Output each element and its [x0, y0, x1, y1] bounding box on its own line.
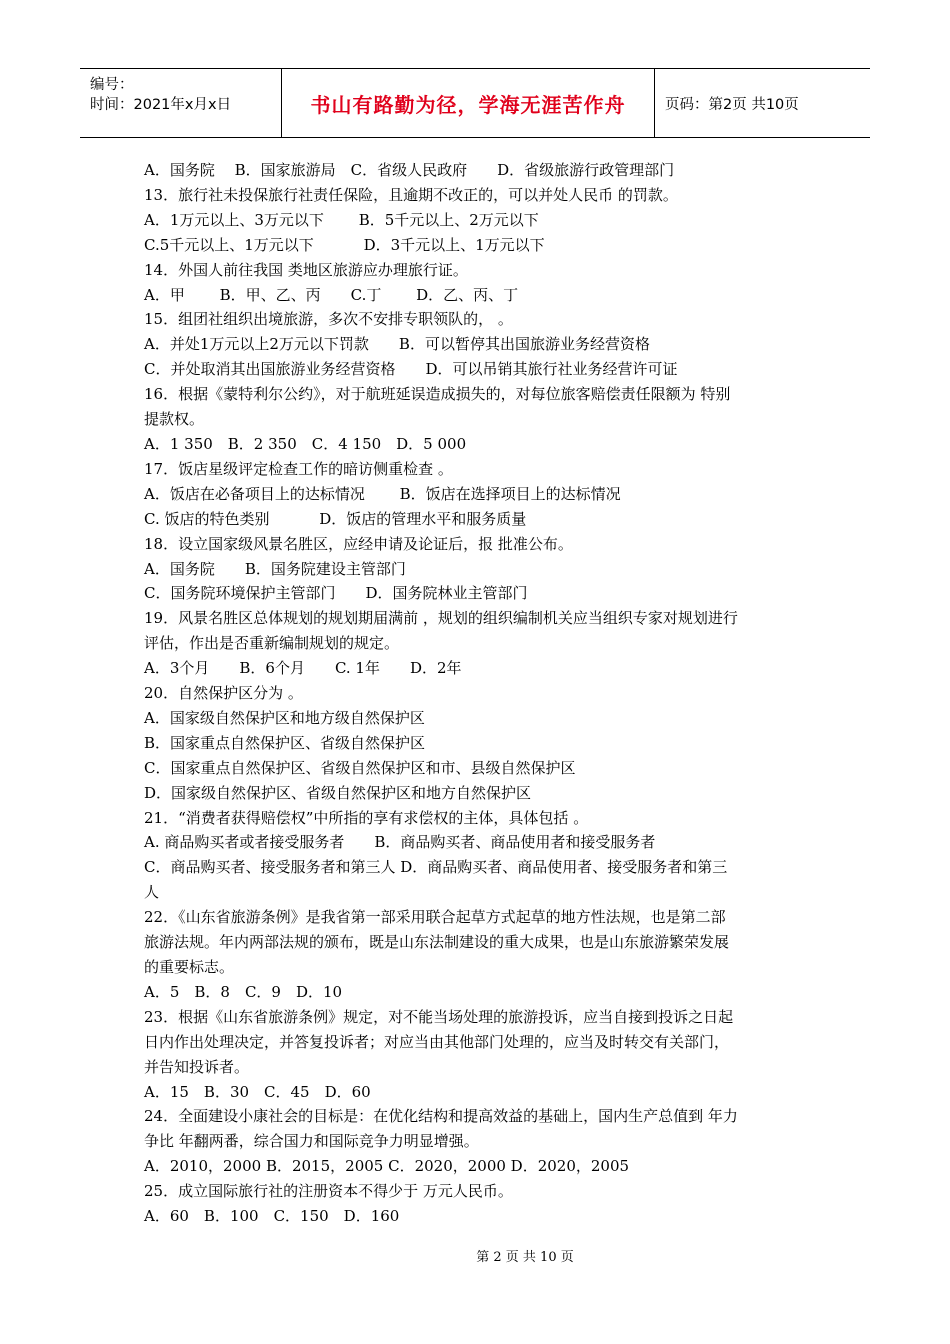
- text-line: C.5千元以上、1万元以下 D．3千元以上、1万元以下: [144, 235, 545, 254]
- text-line: 19．风景名胜区总体规划的规划期届满前 ，规划的组织编制机关应当组织专家对规划进行: [144, 609, 738, 628]
- text-line: C．并处取消其出国旅游业务经营资格 D．可以吊销其旅行社业务经营许可证: [144, 360, 678, 379]
- text-line: A．3个月 B．6个月 C. 1年 D．2年: [144, 659, 462, 678]
- text-line: A．15 B．30 C．45 D．60: [144, 1082, 371, 1101]
- header-page-number: 页码：第2页 共10页: [665, 96, 799, 113]
- header-info-cell: [80, 69, 282, 137]
- text-line: A．60 B．100 C．150 D．160: [144, 1207, 400, 1226]
- text-line: 人: [144, 883, 160, 902]
- text-line: A．甲 B．甲、乙、丙 C.丁 D．乙、丙、丁: [144, 285, 519, 304]
- text-line: 25．成立国际旅行社的注册资本不得少于 万元人民币。: [144, 1182, 513, 1201]
- header-page-cell: [655, 69, 870, 137]
- text-line: A．国务院 B．国家旅游局 C．省级人民政府 D．省级旅游行政管理部门: [144, 161, 675, 179]
- text-line: 争比 年翻两番，综合国力和国际竞争力明显增强。: [144, 1132, 479, 1151]
- text-line: 提款权。: [144, 410, 205, 429]
- text-line: A．2010，2000 B．2015，2005 C．2020，2000 D．2020，2005: [144, 1157, 630, 1176]
- text-line: 16．根据《蒙特利尔公约》，对于航班延误造成损失的，对每位旅客赔偿责任限额为 特别: [144, 385, 731, 404]
- text-line: 21．“消费者获得赔偿权”中所指的享有求偿权的主体，具体包括 。: [144, 808, 589, 827]
- text-line: A．饭店在必备项目上的达标情况 B．饭店在选择项目上的达标情况: [144, 484, 621, 503]
- page-header: [80, 68, 870, 138]
- text-line: A. 商品购买者或者接受服务者 B．商品购买者、商品使用者和接受服务者: [144, 833, 656, 852]
- text-line: 20．自然保护区分为 。: [144, 684, 303, 703]
- text-line: 评估，作出是否重新编制规划的规定。: [144, 634, 400, 653]
- page-footer: 第 2 页 共 10 页: [476, 1250, 574, 1265]
- text-line: 旅游法规。年内两部法规的颁布，既是山东法制建设的重大成果，也是山东旅游繁荣发展: [144, 933, 730, 952]
- text-line: C．商品购买者、接受服务者和第三人 D．商品购买者、商品使用者、接受服务者和第三: [144, 858, 728, 877]
- text-line: A．5 B．8 C．9 D．10: [144, 982, 343, 1001]
- text-line: B．国家重点自然保护区、省级自然保护区: [144, 733, 426, 752]
- document-body: [144, 158, 810, 1229]
- text-line: 17．饭店星级评定检查工作的暗访侧重检查 。: [144, 459, 453, 478]
- text-line: A．并处1万元以上2万元以下罚款 B．可以暂停其出国旅游业务经营资格: [144, 335, 650, 354]
- text-line: 15．组团社组织出境旅游，多次不安排专职领队的， 。: [144, 310, 513, 329]
- text-line: 日内作出处理决定，并答复投诉者；对应当由其他部门处理的，应当及时转交有关部门，: [144, 1032, 730, 1051]
- text-line: 的重要标志。: [144, 958, 235, 976]
- header-motto: 书山有路勤为径，学海无涯苦作舟: [310, 92, 626, 117]
- text-line: D．国家级自然保护区、省级自然保护区和地方自然保护区: [144, 783, 532, 802]
- text-line: C．国务院环境保护主管部门 D．国务院林业主管部门: [144, 584, 528, 603]
- text-line: 18．设立国家级风景名胜区，应经申请及论证后，报 批准公布。: [144, 534, 573, 553]
- text-line: C．国家重点自然保护区、省级自然保护区和市、县级自然保护区: [144, 758, 576, 777]
- text-line: A．1万元以上、3万元以下 B．5千元以上、2万元以下: [144, 210, 539, 229]
- text-line: 22．《山东省旅游条例》是我省第一部采用联合起草方式起草的地方性法规，也是第二部: [144, 908, 726, 927]
- text-line: 23．根据《山东省旅游条例》规定，对不能当场处理的旅游投诉，应当自接到投诉之日起: [144, 1007, 734, 1026]
- header-motto-cell: [282, 69, 655, 137]
- document-number-label: 编号：: [90, 77, 134, 93]
- text-line: 13．旅行社未投保旅行社责任保险，且逾期不改正的，可以并处人民币 的罚款。: [144, 185, 678, 204]
- document-date-label: 时间：2021年x月x日: [90, 97, 232, 113]
- text-line: A．国家级自然保护区和地方级自然保护区: [144, 708, 425, 727]
- text-line: A．1 350 B．2 350 C．4 150 D．5 000: [144, 434, 467, 453]
- text-line: A．国务院 B．国务院建设主管部门: [144, 559, 406, 578]
- text-line: 14．外国人前往我国 类地区旅游应办理旅行证。: [144, 260, 468, 279]
- text-line: 并告知投诉者。: [144, 1057, 250, 1076]
- text-line: 24．全面建设小康社会的目标是：在优化结构和提高效益的基础上，国内生产总值到 年力: [144, 1107, 738, 1126]
- text-line: C. 饭店的特色类别 D．饭店的管理水平和服务质量: [144, 509, 527, 528]
